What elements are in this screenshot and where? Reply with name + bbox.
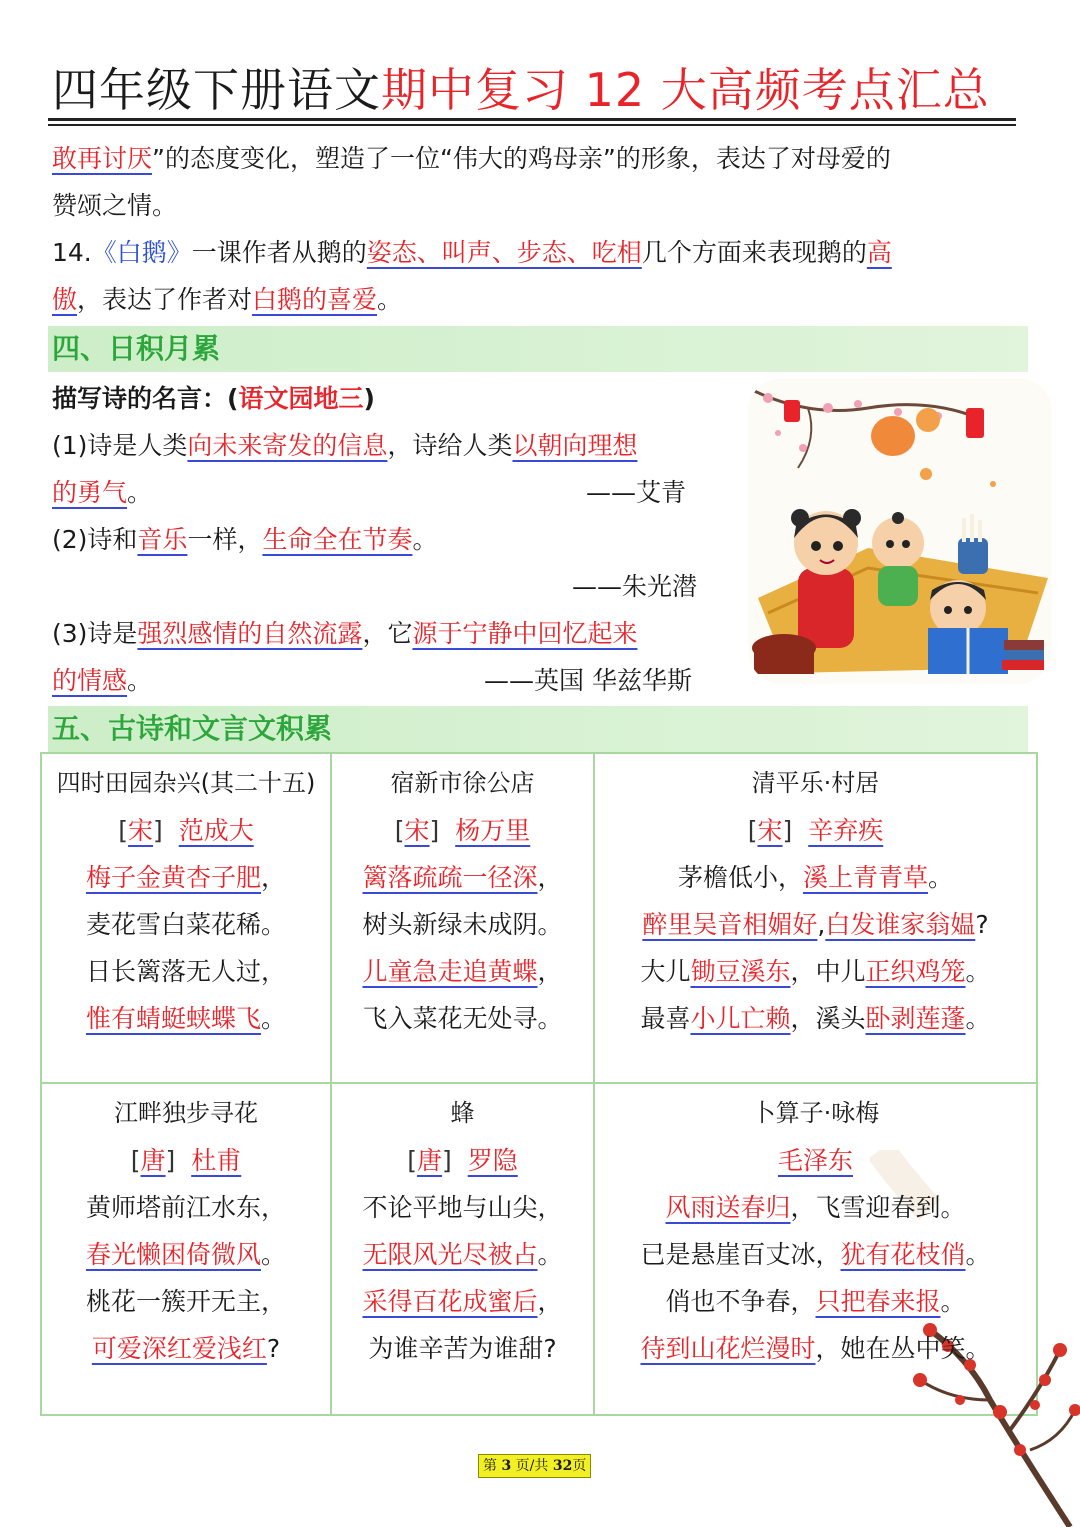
answer-text: 儿童急走追黄蝶 <box>362 957 538 986</box>
text: 俏也不争春， <box>665 1287 816 1316</box>
quote-3-author: ——英国 华兹华斯 <box>484 666 692 695</box>
intro-line-1 <box>52 136 891 182</box>
item-number: 14. <box>52 238 92 267</box>
text: 一课作者从鹅的 <box>191 238 367 267</box>
poem-line: 桃花一簇开无主， <box>85 1287 286 1316</box>
poet-name: 罗隐 <box>467 1146 518 1175</box>
poem-line <box>595 995 1036 1042</box>
dynasty: 宋 <box>757 816 783 845</box>
poem-author-row <box>42 1137 330 1184</box>
poem-cell-5 <box>332 1090 593 1372</box>
answer-text: 的勇气 <box>52 478 128 507</box>
bracket: [ <box>747 816 758 845</box>
text: 。 <box>127 666 153 695</box>
text: 最喜 <box>640 1004 691 1033</box>
text: 。 <box>261 1240 287 1269</box>
answer-text: 锄豆溪东 <box>690 957 791 986</box>
poem-author-row <box>595 807 1036 854</box>
text: (1)诗是人类 <box>52 431 188 460</box>
answer-text: 正织鸡笼 <box>865 957 966 986</box>
answer-text: 傲 <box>52 285 78 314</box>
poem-author-row <box>332 1137 593 1184</box>
poem-line <box>42 854 330 901</box>
poem-line <box>595 948 1036 995</box>
dynasty: 唐 <box>417 1146 443 1175</box>
quote-2-author: ——朱光潜 <box>572 572 698 601</box>
poet-name: 辛弃疾 <box>808 816 884 845</box>
poem-title: 卜算子·咏梅 <box>751 1099 880 1127</box>
text: ，飞雪迎春到。 <box>790 1193 966 1222</box>
bracket: [ <box>130 1146 141 1175</box>
section-title-4: 四、日积月累 <box>52 332 221 365</box>
answer-text: 卧剥莲蓬 <box>865 1004 966 1033</box>
text: 。 <box>412 525 438 554</box>
intro-line-3 <box>52 230 892 276</box>
poet-name: 毛泽东 <box>777 1146 853 1175</box>
text: 页/共 <box>515 1458 549 1474</box>
poem-line: 麦花雪白菜花稀。 <box>85 910 286 939</box>
poet-name: 杨万里 <box>455 816 531 845</box>
text: 几个方面来表现鹅的 <box>641 238 867 267</box>
current-page: 3 <box>501 1458 512 1474</box>
poem-title: 蜂 <box>450 1099 475 1127</box>
poem-line <box>332 1231 593 1278</box>
page-number <box>478 1454 591 1478</box>
poem-line <box>42 1325 330 1372</box>
poem-title: 四时田园杂兴(其二十五) <box>56 769 316 797</box>
page-title <box>52 58 990 122</box>
poem-cell-6 <box>595 1090 1036 1372</box>
answer-text: 白发谁家翁媪 <box>825 910 976 939</box>
answer-text: 生命全在节奏 <box>262 525 413 554</box>
text: ， <box>537 1287 563 1316</box>
bracket: [ <box>394 816 405 845</box>
answer-text: 强烈感情的自然流露 <box>137 619 363 648</box>
text: ，溪头 <box>790 1004 866 1033</box>
poem-line: 日长篱落无人过， <box>85 957 286 986</box>
text: , <box>817 910 826 939</box>
dynasty: 宋 <box>404 816 430 845</box>
poem-line: 黄师塔前江水东， <box>85 1193 286 1222</box>
text: ，她在丛中笑。 <box>815 1334 991 1363</box>
text: 赞颂之情。 <box>52 191 178 220</box>
poem-line <box>595 854 1036 901</box>
text: 茅檐低小， <box>677 863 803 892</box>
bracket: [ <box>407 1146 418 1175</box>
poem-line: 不论平地与山尖， <box>362 1193 563 1222</box>
poem-title: 宿新市徐公店 <box>390 769 535 797</box>
poem-line: 树头新绿未成阴。 <box>362 910 563 939</box>
answer-text: 惟有蜻蜓蛱蝶飞 <box>85 1004 261 1033</box>
answer-text: 待到山花烂漫时 <box>640 1334 816 1363</box>
poem-line <box>332 1278 593 1325</box>
poem-line <box>332 948 593 995</box>
poem-line <box>595 1231 1036 1278</box>
poem-title: 江畔独步寻花 <box>114 1099 258 1127</box>
dynasty: 宋 <box>128 816 154 845</box>
poem-line <box>42 995 330 1042</box>
text: ? <box>975 910 989 939</box>
answer-text: 溪上青青草 <box>802 863 928 892</box>
text: 。 <box>940 1287 966 1316</box>
poem-line <box>595 901 1036 948</box>
text: 。 <box>127 478 153 507</box>
subheading <box>52 376 375 422</box>
poem-line <box>42 1231 330 1278</box>
poem-cell-3 <box>595 760 1036 1042</box>
dynasty: 唐 <box>140 1146 166 1175</box>
text: ，诗给人类 <box>387 431 513 460</box>
table-divider <box>40 1082 1038 1084</box>
answer-text: 采得百花成蜜后 <box>362 1287 538 1316</box>
answer-text: 姿态、叫声、步态、吃相 <box>366 238 642 267</box>
poem-author-row <box>332 807 593 854</box>
text: ，表达了作者对 <box>77 285 253 314</box>
bracket: [ <box>118 816 129 845</box>
text: ， <box>537 957 563 986</box>
quote-3-line-2 <box>52 658 152 704</box>
quote-1-line-2 <box>52 470 152 516</box>
text: 。 <box>261 1004 287 1033</box>
text: 第 <box>483 1458 497 1474</box>
poem-line <box>595 1325 1036 1372</box>
bracket: ] <box>429 816 440 845</box>
answer-text: 敢再讨厌 <box>52 144 153 173</box>
poet-name: 范成大 <box>178 816 254 845</box>
text: 一样， <box>187 525 263 554</box>
text: ， <box>537 863 563 892</box>
text: ， <box>261 863 287 892</box>
text: 。 <box>965 957 991 986</box>
title-rule-top <box>48 118 1016 121</box>
answer-text: 高 <box>866 238 892 267</box>
answer-text: 以朝向理想 <box>512 431 638 460</box>
answer-text: 源于宁静中回忆起来 <box>412 619 638 648</box>
answer-text: 的情感 <box>52 666 128 695</box>
bracket: ] <box>442 1146 452 1175</box>
title-black: 四年级下册语文 <box>52 63 381 117</box>
text: 。 <box>965 1240 991 1269</box>
poem-author-row <box>595 1137 1036 1184</box>
quote-1-line-1 <box>52 423 637 469</box>
intro-line-4 <box>52 277 402 323</box>
title-red: 期中复习 12 大高频考点汇总 <box>381 63 990 117</box>
answer-text: 音乐 <box>137 525 188 554</box>
text: 。 <box>965 1004 991 1033</box>
text: ，它 <box>362 619 413 648</box>
text: 。 <box>377 285 403 314</box>
answer-text: 犹有花枝俏 <box>840 1240 966 1269</box>
poem-cell-2 <box>332 760 593 1042</box>
quote-2-line-1 <box>52 517 437 563</box>
source-label: 语文园地三 <box>238 384 364 413</box>
poem-line: 为谁辛苦为谁甜? <box>368 1334 557 1363</box>
total-pages: 32 <box>552 1458 573 1474</box>
answer-text: 篱落疏疏一径深 <box>362 863 538 892</box>
bracket: ] <box>153 816 163 845</box>
title-rule-bottom <box>48 124 1016 126</box>
poem-line <box>332 854 593 901</box>
answer-text: 无限风光尽被占 <box>362 1240 538 1269</box>
text: 。 <box>537 1240 563 1269</box>
text: 描写诗的名言：( <box>52 384 239 413</box>
poem-author-row <box>42 807 330 854</box>
answer-text: 小儿亡赖 <box>690 1004 791 1033</box>
quote-1-author: ——艾青 <box>586 478 687 507</box>
illustration-svg <box>748 378 1052 684</box>
poem-title: 清平乐·村居 <box>751 769 880 797</box>
text: 已是悬崖百丈冰， <box>640 1240 841 1269</box>
answer-text: 向未来寄发的信息 <box>187 431 388 460</box>
answer-text: 只把春来报 <box>815 1287 941 1316</box>
poem-cell-4 <box>42 1090 330 1372</box>
book-title: 《白鹅》 <box>91 238 192 267</box>
text: ? <box>266 1334 281 1363</box>
children-reading-illustration <box>748 378 1052 684</box>
text: ”的态度变化，塑造了一位“伟大的鸡母亲”的形象，表达了对母爱的 <box>152 144 891 173</box>
answer-text: 梅子金黄杏子肥 <box>85 863 261 892</box>
answer-text: 可爱深红爱浅红 <box>91 1334 267 1363</box>
text: 。 <box>928 863 954 892</box>
quote-3-line-1 <box>52 611 637 657</box>
text: ) <box>363 384 375 413</box>
answer-text: 春光懒困倚微风 <box>85 1240 261 1269</box>
section-title-5: 五、古诗和文言文积累 <box>52 712 333 745</box>
answer-text: 醉里吴音相媚好 <box>642 910 818 939</box>
text: (2)诗和 <box>52 525 138 554</box>
poem-cell-1 <box>42 760 330 1042</box>
text: (3)诗是 <box>52 619 138 648</box>
poem-line: 飞入菜花无处寻。 <box>362 1004 563 1033</box>
poet-name: 杜甫 <box>191 1146 242 1175</box>
poem-line <box>595 1278 1036 1325</box>
answer-text: 白鹅的喜爱 <box>252 285 378 314</box>
text: 大儿 <box>640 957 691 986</box>
text: 页 <box>572 1458 587 1474</box>
poem-line <box>595 1184 1036 1231</box>
answer-text: 风雨送春归 <box>665 1193 791 1222</box>
bracket: ] <box>782 816 793 845</box>
intro-line-2 <box>52 183 177 229</box>
bracket: ] <box>165 1146 176 1175</box>
text: ，中儿 <box>790 957 866 986</box>
